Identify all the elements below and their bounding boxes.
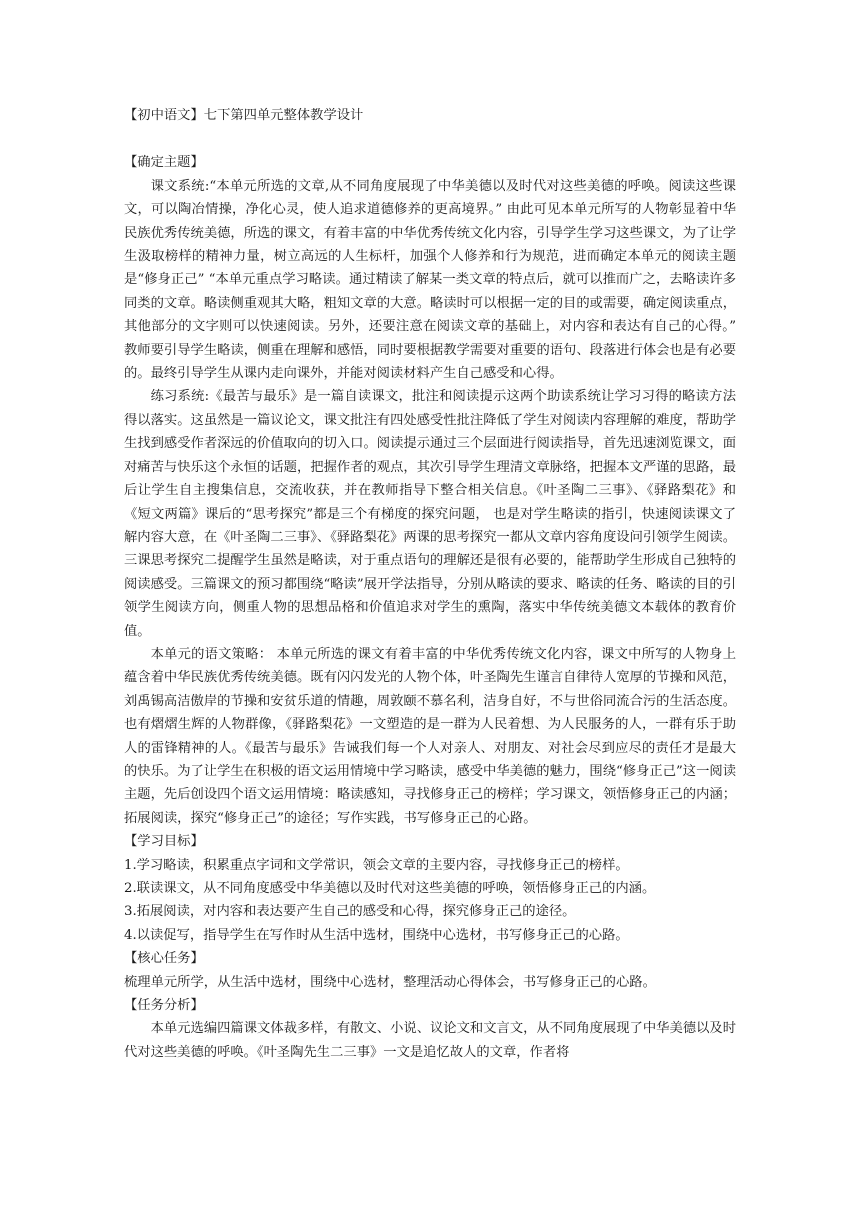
document-title: 【初中语文】七下第四单元整体教学设计 <box>124 108 364 123</box>
section-heading-theme: 【确定主题】 <box>124 155 204 171</box>
paragraph-text-system: 课文系统:“本单元所选的文章,从不同角度展现了中华美德以及时代对这些美德的呼唤。阅读这些课文，可以陶冶情操，净化心灵，使人追求道德修养的更高境界。” 由此可见本单元所写的人物彰显着中华民族优秀传统美德，所选的课文，有着丰富的中华优秀传统文化内容，引导学生学习这些课文，为了让学生汲取榜样的精神力量，树立高远的人生标杆，加强个人修养和行为规范，进而确定本单元的阅读主题是“修身正己” “本单元重点学习略读。通过精读了解某一类文章的特点后，就可以推而广之，去略读许多同类的文章。略读侧重观其大略，粗知文章的大意。略读时可以根据一定的目的或需要，确定阅读重点，其他部分的文字则可以快速阅读。另外，还要注意在阅读文章的基础上，对内容和表达有自己的心得。” 教师要引导学生略读，侧重在理解和感悟，同时要根据教学需要对重要的语句、段落进行体会也是有必要的。最终引导学生从课内走向课外，并能对阅读材料产生自己感受和心得。 <box>124 178 736 382</box>
section-heading-task-analysis: 【任务分析】 <box>124 998 204 1014</box>
document-page <box>124 104 736 1064</box>
goal-item: 3.拓展阅读，对内容和表达要产生自己的感受和心得，探究修身正己的途径。 <box>124 904 576 920</box>
paragraph-task-analysis: 本单元选编四篇课文体裁多样，有散文、小说、议论文和文言文，从不同角度展现了中华美德以及时代对这些美德的呼唤。《叶圣陶先生二三事》一文是追忆故人的文章，作者将 <box>124 1021 736 1060</box>
paragraph-exercise-system: 练习系统:《最苦与最乐》是一篇自读课文，批注和阅读提示这两个助读系统让学习习得的略读方法得以落实。这虽然是一篇议论文，课文批注有四处感受性批注降低了学生对阅读内容理解的难度，帮助学生找到感受作者深远的价值取向的切入口。阅读提示通过三个层面进行阅读指导，首先迅速浏览课文，面对痛苦与快乐这个永恒的话题，把握作者的观点，其次引导学生理清文章脉络，把握本文严谨的思路，最后让学生自主搜集信息，交流收获，并在教师指导下整合相关信息。《叶圣陶二三事》、《驿路梨花》和《短文两篇》课后的“思考探究”都是三个有梯度的探究问题， 也是对学生略读的指引，快速阅读课文了解内容大意，在《叶圣陶二三事》、《驿路梨花》两课的思考探究一都从文章内容角度设问引领学生阅读。三课思考探究二提醒学生虽然是略读，对于重点语句的理解还是很有必要的，能帮助学生形成自己独特的阅读感受。三篇课文的预习都围绕“略读”展开学法指导，分别从略读的要求、略读的任务、略读的目的引领学生阅读方向，侧重人物的思想品格和价值追求对学生的熏陶，落实中华传统美德文本载体的教育价值。 <box>124 389 736 639</box>
goal-item: 1.学习略读，积累重点字词和文学常识，领会文章的主要内容，寻找修身正己的榜样。 <box>124 857 629 873</box>
core-task-text: 梳理单元所学，从生活中选材，围绕中心选材，整理活动心得体会，书写修身正己的心路。 <box>124 974 656 990</box>
paragraph-language-strategy: 本单元的语文策略： 本单元所选的课文有着丰富的中华优秀传统文化内容，课文中所写的人物身上蕴含着中华民族优秀传统美德。既有闪闪发光的人物个体，叶圣陶先生谨言自律待人宽厚的节操和风范，刘禹锡高洁傲岸的节操和安贫乐道的情趣，周敦颐不慕名利，洁身自好，不与世俗同流合污的生活态度。也有熠熠生辉的人物群像，《驿路梨花》一文塑造的是一群为人民着想、为人民服务的人，一群有乐于助人的雷锋精神的人。《最苦与最乐》告诫我们每一个人对亲人、对朋友、对社会尽到应尽的责任才是最大的快乐。为了让学生在积极的语文运用情境中学习略读，感受中华美德的魅力，围绕“修身正己”这一阅读主题，先后创设四个语文运用情境：略读感知，寻找修身正己的榜样；学习课文，领悟修身正己的内涵；拓展阅读，探究“修身正己”的途径；写作实践，书写修身正己的心路。 <box>124 646 736 826</box>
goal-item: 2.联读课文，从不同角度感受中华美德以及时代对这些美德的呼唤，领悟修身正己的内涵。 <box>124 881 656 896</box>
section-heading-core-task: 【核心任务】 <box>124 951 204 967</box>
goal-item: 4.以读促写，指导学生在写作时从生活中选材，围绕中心选材，书写修身正己的心路。 <box>124 927 629 943</box>
section-heading-goals: 【学习目标】 <box>124 834 204 850</box>
